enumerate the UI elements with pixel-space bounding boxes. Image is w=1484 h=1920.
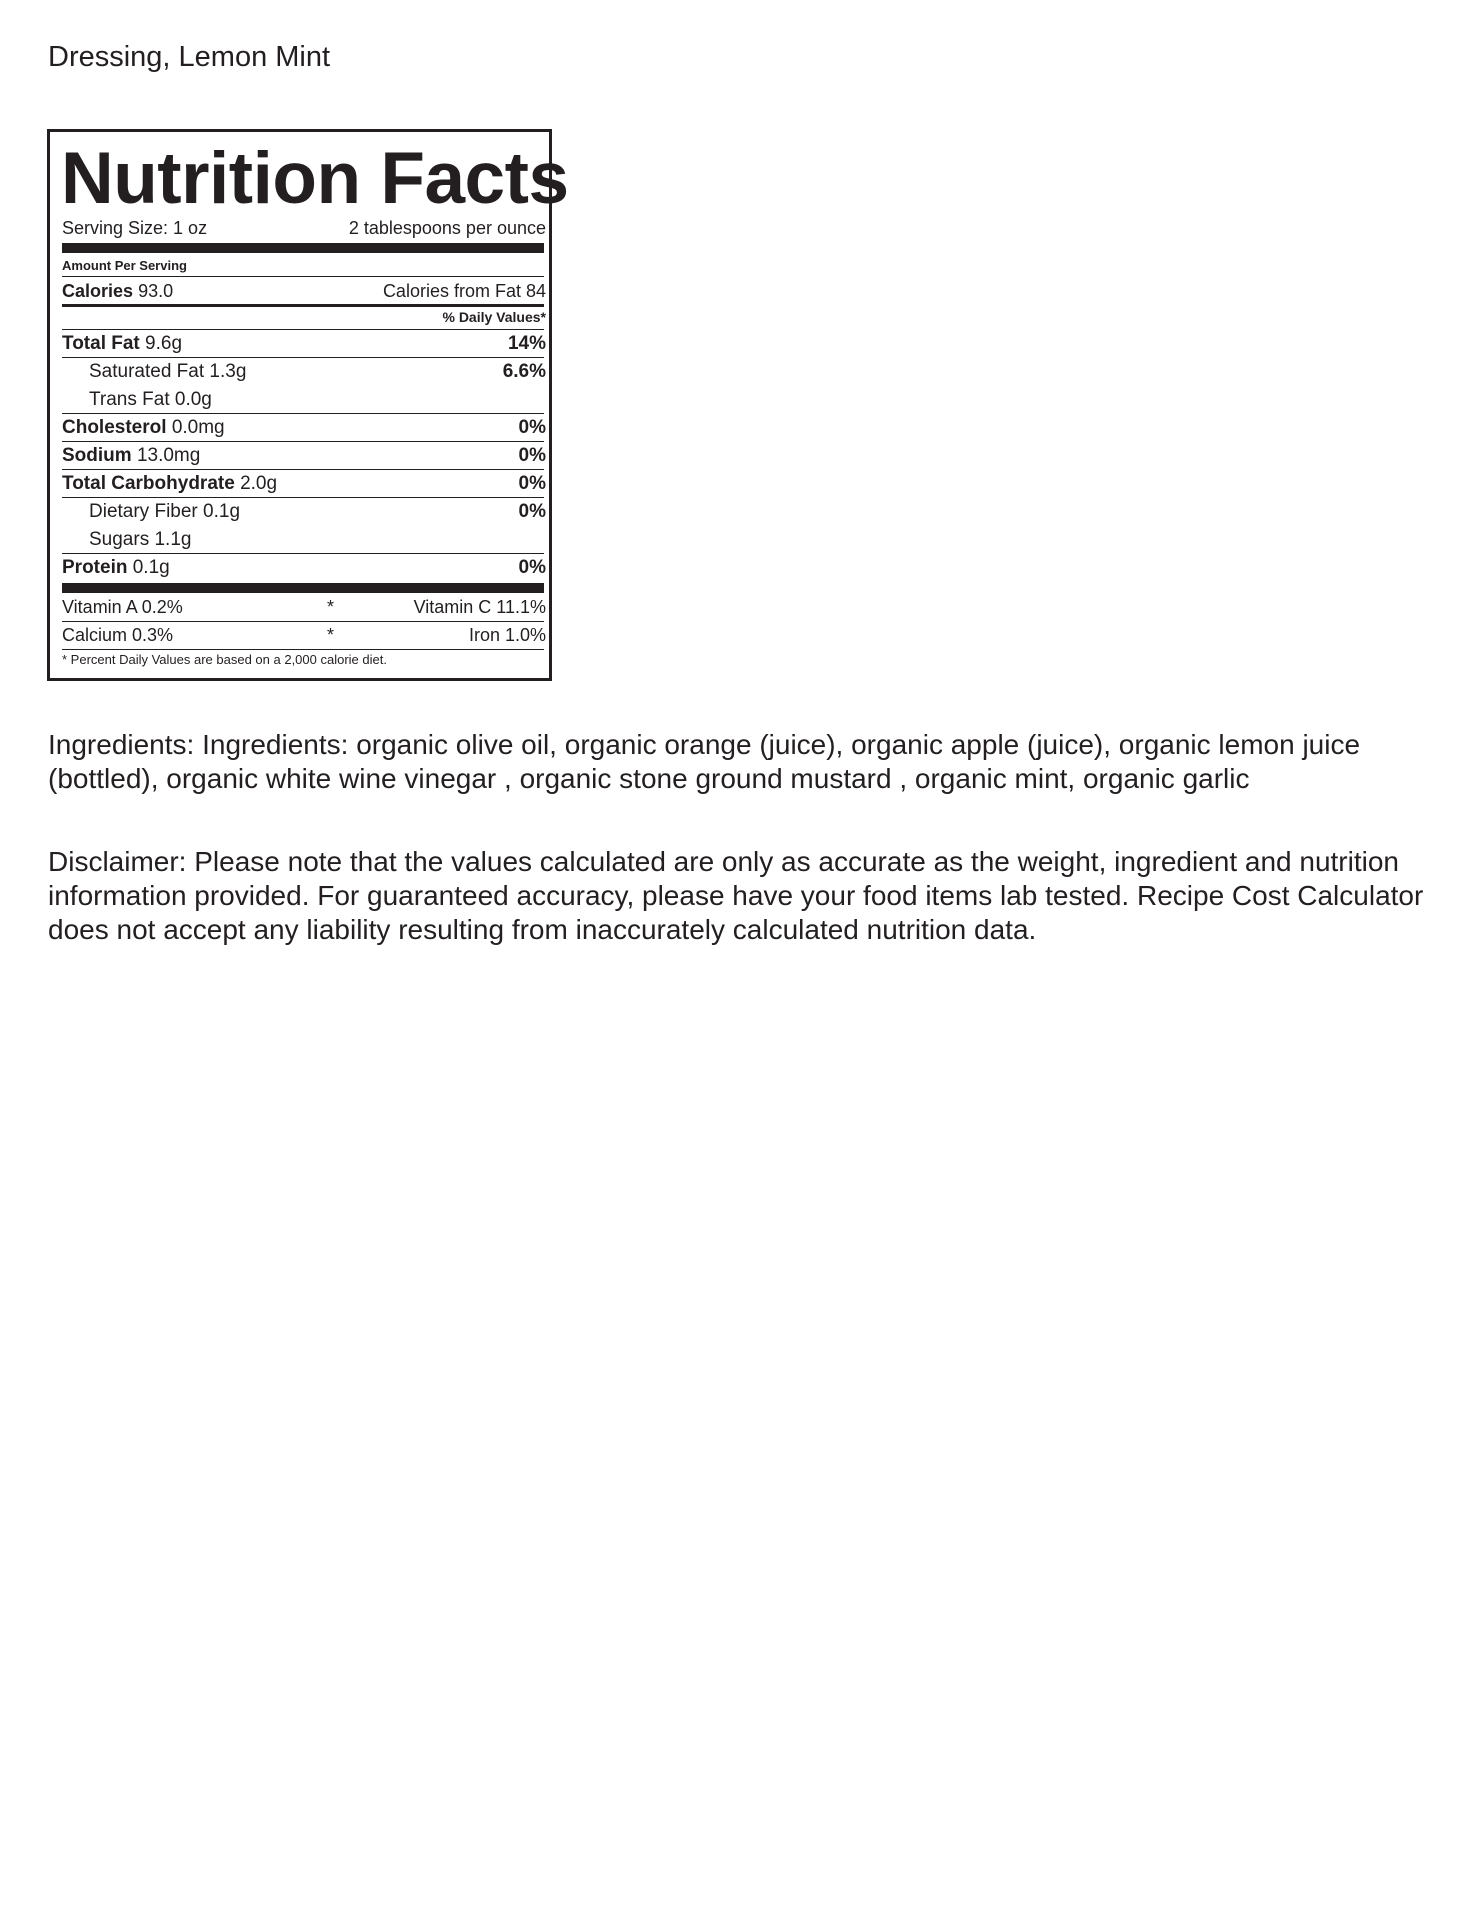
- nutrient-amount: 0.0mg: [171, 417, 225, 438]
- thick-divider: [62, 243, 544, 253]
- nutrient-row-protein: [62, 556, 546, 579]
- product-title: Dressing, Lemon Mint: [48, 41, 331, 73]
- calories-value: 93.0: [138, 281, 174, 301]
- nutrient-row-sugars: [62, 528, 546, 551]
- divider: [62, 497, 544, 498]
- nutrient-label: Trans Fat 0.0g: [89, 389, 212, 410]
- daily-values-header: % Daily Values*: [442, 309, 546, 325]
- nutrient-dv: 14%: [507, 333, 546, 354]
- calories-from-fat: Calories from Fat 84: [382, 281, 546, 301]
- thick-divider: [62, 583, 544, 593]
- vitamin-c: Vitamin C 11.1%: [413, 597, 546, 617]
- servings-note: 2 tablespoons per ounce: [348, 218, 546, 238]
- nutrient-amount: 0.1g: [132, 557, 170, 578]
- nutrient-row-saturated-fat: [62, 360, 546, 383]
- nutrient-amount: 13.0mg: [136, 445, 201, 466]
- nutrient-dv: 0%: [518, 473, 546, 494]
- nutrient-row-trans-fat: [62, 388, 546, 411]
- divider: [62, 621, 544, 622]
- nutrient-dv: 0%: [518, 445, 546, 466]
- divider: [62, 469, 544, 470]
- nutrition-facts-title: Nutrition Facts: [61, 138, 569, 219]
- divider: [62, 441, 544, 442]
- nutrient-label: Dietary Fiber 0.1g: [89, 501, 241, 522]
- divider: [62, 649, 544, 650]
- calories-row: [62, 280, 546, 302]
- vitamin-a: Vitamin A 0.2%: [62, 597, 183, 617]
- serving-size-row: [62, 217, 546, 239]
- nutrient-label: Total Carbohydrate: [62, 473, 235, 494]
- calcium: Calcium 0.3%: [62, 625, 174, 645]
- nutrient-label: Protein: [62, 557, 128, 578]
- nutrient-dv: 0%: [518, 557, 546, 578]
- nutrient-row-total-carbohydrate: [62, 472, 546, 495]
- nutrient-dv: 0%: [518, 417, 546, 438]
- divider: [62, 329, 544, 330]
- amount-per-serving: Amount Per Serving: [62, 258, 187, 273]
- nutrient-row-cholesterol: [62, 416, 546, 439]
- nutrient-row-total-fat: [62, 332, 546, 355]
- calories-label: Calories: [62, 281, 134, 301]
- nutrition-facts-label: [47, 129, 569, 681]
- divider: [62, 413, 544, 414]
- divider: [62, 357, 544, 358]
- nutrient-row-sodium: [62, 444, 546, 467]
- nutrient-label: Sugars 1.1g: [89, 529, 192, 550]
- nutrient-label: Sodium: [62, 445, 132, 466]
- serving-size: Serving Size: 1 oz: [62, 218, 208, 238]
- daily-values-footnote: * Percent Daily Values are based on a 2,000 calorie diet.: [62, 652, 387, 667]
- nutrient-amount: 2.0g: [240, 473, 278, 494]
- mineral-separator: *: [327, 625, 335, 645]
- nutrient-label: Saturated Fat 1.3g: [89, 361, 247, 382]
- nutrient-label: Cholesterol: [62, 417, 167, 438]
- nutrient-amount: 9.6g: [145, 333, 183, 354]
- disclaimer-text: Disclaimer: Please note that the values calculated are only as accurate as the weight, ingredient and nutrition information provided. For guaranteed accuracy, please have your food items lab tested. Recipe Cost Calculator does not accept any liability resulting from inaccurately calculated nutrition data.: [48, 846, 1424, 945]
- ingredients-text: Ingredients: Ingredients: organic olive oil, organic orange (juice), organic apple (juice), organic lemon juice (bottled), organic white wine vinegar , organic stone ground mustard , organic mint, organic garlic: [48, 729, 1361, 794]
- daily-values-header-row: [62, 309, 546, 326]
- nutrient-row-dietary-fiber: [62, 500, 546, 523]
- nutrient-dv: 6.6%: [502, 361, 546, 382]
- vitamin-separator: *: [327, 597, 335, 617]
- nutrient-label: Total Fat: [62, 333, 140, 354]
- medium-divider: [62, 304, 544, 307]
- divider: [62, 276, 544, 277]
- amount-per-serving-row: [62, 258, 546, 274]
- iron: Iron 1.0%: [468, 625, 546, 645]
- divider: [62, 553, 544, 554]
- nutrient-dv: 0%: [518, 501, 546, 522]
